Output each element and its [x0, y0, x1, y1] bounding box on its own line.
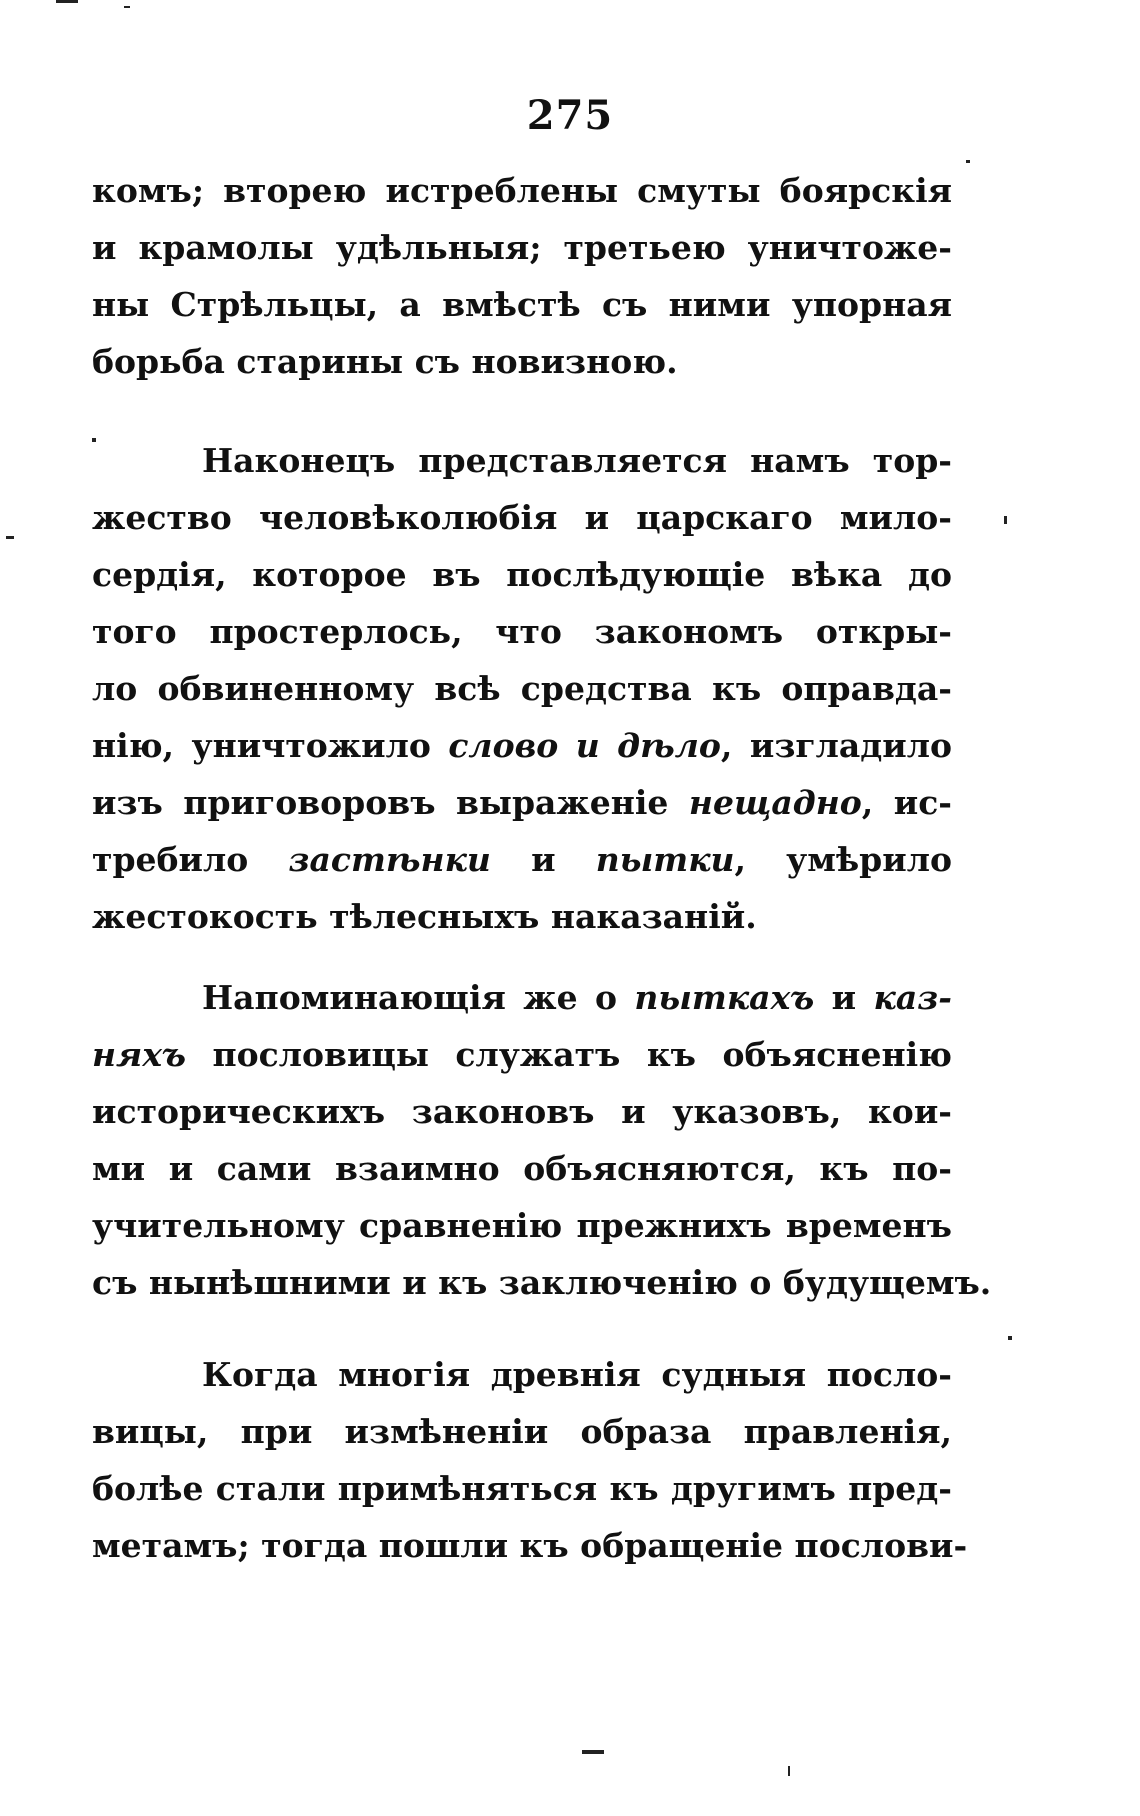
text-line: болѣе стали примѣняться къ другимъ пред- [92, 1469, 952, 1508]
text-line: Напоминающія же о пыткахъ и каз- [202, 978, 952, 1017]
text-line: ны Стрѣльцы, а вмѣстѣ съ ними упорная [92, 285, 952, 324]
italic-phrase: пытки [595, 840, 735, 879]
text-line: жество человѣколюбія и царскаго мило- [92, 498, 952, 537]
text-line: и крамолы удѣльныя; третьею уничтоже- [92, 228, 952, 267]
text-line: комъ; вторею истреблены смуты боярскія [92, 171, 952, 210]
scan-speck [1008, 1336, 1012, 1340]
paragraph-2 [92, 432, 952, 945]
text-line: историческихъ законовъ и указовъ, кои- [92, 1092, 952, 1131]
scan-speck [582, 1750, 604, 1754]
text-line: няхъ пословицы служатъ къ объясненію [92, 1035, 952, 1074]
text-line: нію, уничтожило слово и дѣло, изгладило [92, 726, 953, 765]
scan-speck [788, 1766, 790, 1776]
paragraph-4 [92, 1346, 968, 1574]
text-line: ми и сами взаимно объясняются, къ по- [92, 1149, 952, 1188]
scan-speck [966, 160, 970, 163]
page-number: 275 [526, 92, 614, 139]
text-line: требило застѣнки и пытки, умѣрило [92, 840, 952, 879]
paragraph-3 [92, 969, 992, 1311]
paragraph-1 [92, 162, 952, 390]
scan-speck [124, 6, 130, 8]
text-line: вицы, при измѣненіи образа правленія, [92, 1412, 952, 1451]
text-line: жестокость тѣлесныхъ наказаній. [92, 897, 757, 936]
text-line: метамъ; тогда пошли къ обращеніе послови- [92, 1526, 968, 1565]
scan-speck [92, 438, 96, 442]
italic-phrase: нещадно [688, 783, 862, 822]
text-line: съ нынѣшними и къ заключенію о будущемъ. [92, 1263, 992, 1302]
scan-speck [6, 536, 14, 539]
italic-phrase: няхъ [92, 1035, 186, 1074]
scan-speck [1004, 516, 1007, 524]
text-line: изъ приговоровъ выраженіе нещадно, ис- [92, 783, 952, 822]
italic-phrase: застѣнки [288, 840, 491, 879]
italic-phrase: каз- [873, 978, 952, 1017]
italic-phrase: слово и дѣло [448, 726, 721, 765]
text-line: борьба старины съ новизною. [92, 342, 678, 381]
text-line: Когда многія древнія судныя посло- [202, 1355, 952, 1394]
text-line: того простерлось, что закономъ откры- [92, 612, 952, 651]
text-line: Наконецъ представляется намъ тор- [202, 441, 952, 480]
text-line: ло обвиненному всѣ средства къ оправда- [92, 669, 952, 708]
italic-phrase: пыткахъ [634, 978, 815, 1017]
text-line: учительному сравненію прежнихъ временъ [92, 1206, 952, 1245]
scan-speck [56, 0, 78, 3]
text-line: сердія, которое въ послѣдующіе вѣка до [92, 555, 952, 594]
